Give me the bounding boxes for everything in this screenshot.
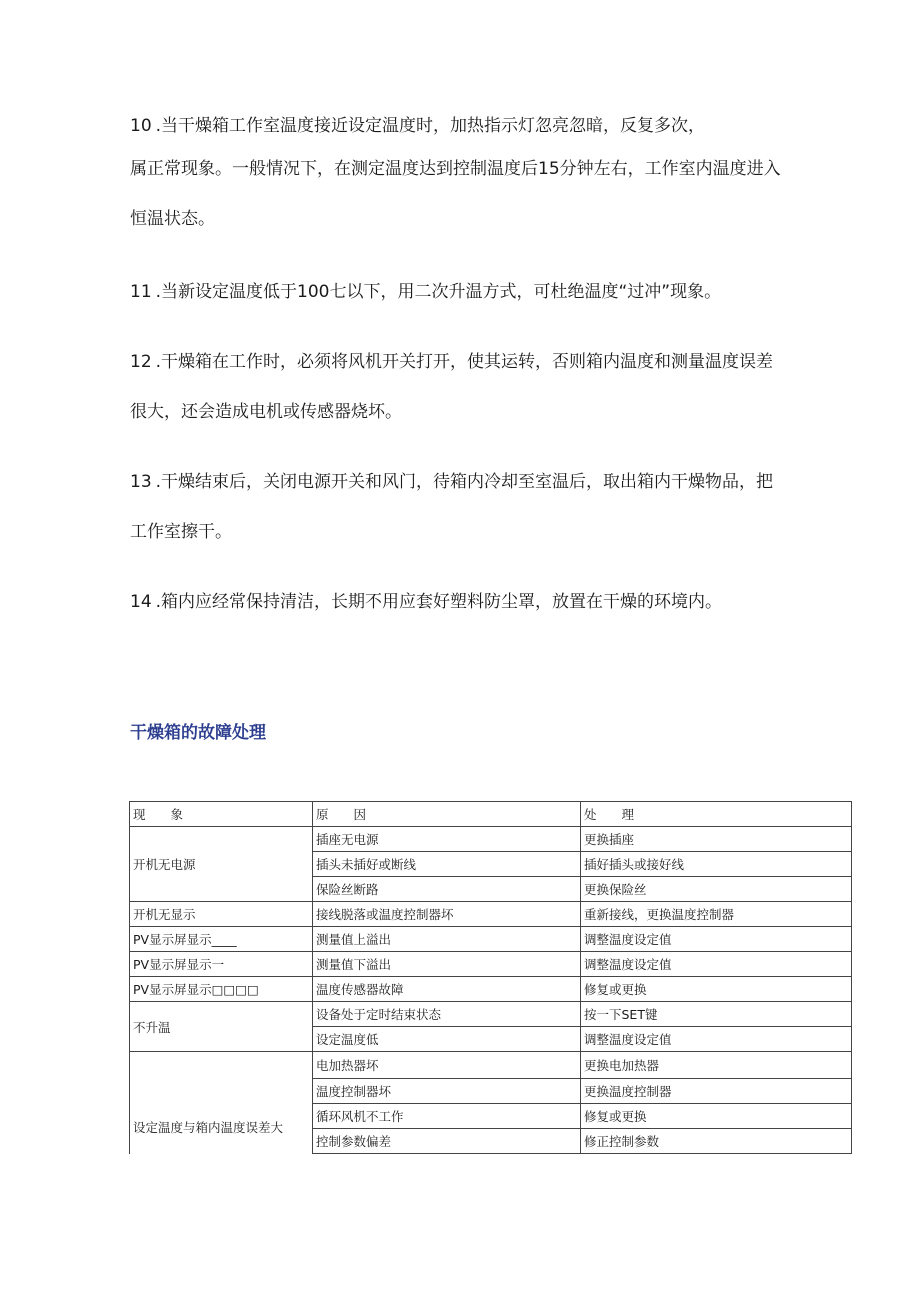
section-heading: 干燥箱的故障处理 <box>130 723 266 743</box>
solution-cell: 修复或更换 <box>581 1104 852 1129</box>
item-number: 13 <box>130 472 152 492</box>
paragraph-line: .当干燥箱工作室温度接近设定温度时，加热指示灯忽亮忽暗，反复多次， <box>155 116 706 136</box>
cause-cell: 设定温度低 <box>313 1027 581 1052</box>
cause-cell: 设备处于定时结束状态 <box>313 1002 581 1027</box>
cause-cell: 插座无电源 <box>313 827 581 852</box>
paragraph-10-line2: 属正常现象。一般情况下，在测定温度达到控制温度后15分钟左右，工作室内温度进入 <box>130 159 781 179</box>
cause-cell: 插头未插好或断线 <box>313 852 581 877</box>
paragraph-12 <box>130 352 850 372</box>
table-row <box>130 902 852 927</box>
solution-cell: 修正控制参数 <box>581 1129 852 1154</box>
item-number: 10 <box>130 116 152 136</box>
phenomenon-cell: 开机无电源 <box>130 827 313 902</box>
table-row <box>130 952 852 977</box>
solution-cell: 更换电加热器 <box>581 1052 852 1079</box>
cause-cell: 循环风机不工作 <box>313 1104 581 1129</box>
cause-cell: 保险丝断路 <box>313 877 581 902</box>
solution-cell: 调整温度设定值 <box>581 952 852 977</box>
cause-cell: 测量值上溢出 <box>313 927 581 952</box>
cause-cell: 温度控制器坏 <box>313 1079 581 1104</box>
phenomenon-cell: 开机无显示 <box>130 902 313 927</box>
phenomenon-cell: PV显示屏显示一 <box>130 952 313 977</box>
item-number: 14 <box>130 592 152 612</box>
paragraph-10 <box>130 116 850 136</box>
cause-cell: 控制参数偏差 <box>313 1129 581 1154</box>
fault-table <box>129 801 852 1154</box>
cause-cell: 电加热器坏 <box>313 1052 581 1079</box>
solution-cell: 更换温度控制器 <box>581 1079 852 1104</box>
table-row <box>130 1002 852 1027</box>
solution-cell: 调整温度设定值 <box>581 927 852 952</box>
item-number: 11 <box>130 282 152 302</box>
solution-cell: 更换保险丝 <box>581 877 852 902</box>
phenomenon-cell: 不升温 <box>130 1002 313 1052</box>
paragraph-line: .箱内应经常保持清洁，长期不用应套好塑料防尘罩，放置在干燥的环境内。 <box>155 592 723 612</box>
table-row <box>130 1052 852 1079</box>
table-row <box>130 977 852 1002</box>
paragraph-14 <box>130 592 850 612</box>
paragraph-13 <box>130 472 850 492</box>
solution-cell: 重新接线，更换温度控制器 <box>581 902 852 927</box>
header-phenomenon: 现 象 <box>130 802 313 827</box>
solution-cell: 更换插座 <box>581 827 852 852</box>
solution-cell: 调整温度设定值 <box>581 1027 852 1052</box>
paragraph-line: .当新设定温度低于100七以下，用二次升温方式，可杜绝温度“过冲”现象。 <box>155 282 722 302</box>
paragraph-line: .干燥箱在工作时，必须将风机开关打开，使其运转，否则箱内温度和测量温度误差 <box>155 352 774 372</box>
cause-cell: 温度传感器故障 <box>313 977 581 1002</box>
paragraph-line: .干燥结束后，关闭电源开关和风门，待箱内冷却至室温后，取出箱内干燥物品，把 <box>155 472 774 492</box>
table-row <box>130 827 852 852</box>
phenomenon-cell: PV显示屏显示□□□□ <box>130 977 313 1002</box>
cause-cell: 测量值下溢出 <box>313 952 581 977</box>
solution-cell: 修复或更换 <box>581 977 852 1002</box>
phenomenon-cell: PV显示屏显示____ <box>130 927 313 952</box>
header-cause: 原 因 <box>313 802 581 827</box>
table-row <box>130 927 852 952</box>
item-number: 12 <box>130 352 152 372</box>
solution-cell: 按一下SET键 <box>581 1002 852 1027</box>
paragraph-11 <box>130 282 850 302</box>
paragraph-12-line2: 很大，还会造成电机或传感器烧坏。 <box>130 402 402 422</box>
header-solution: 处 理 <box>581 802 852 827</box>
solution-cell: 插好插头或接好线 <box>581 852 852 877</box>
paragraph-13-line2: 工作室擦干。 <box>130 522 232 542</box>
phenomenon-cell: 设定温度与箱内温度误差大 <box>130 1052 313 1154</box>
cause-cell: 接线脱落或温度控制器坏 <box>313 902 581 927</box>
table-header-row <box>130 802 852 827</box>
paragraph-10-line3: 恒温状态。 <box>130 209 215 229</box>
